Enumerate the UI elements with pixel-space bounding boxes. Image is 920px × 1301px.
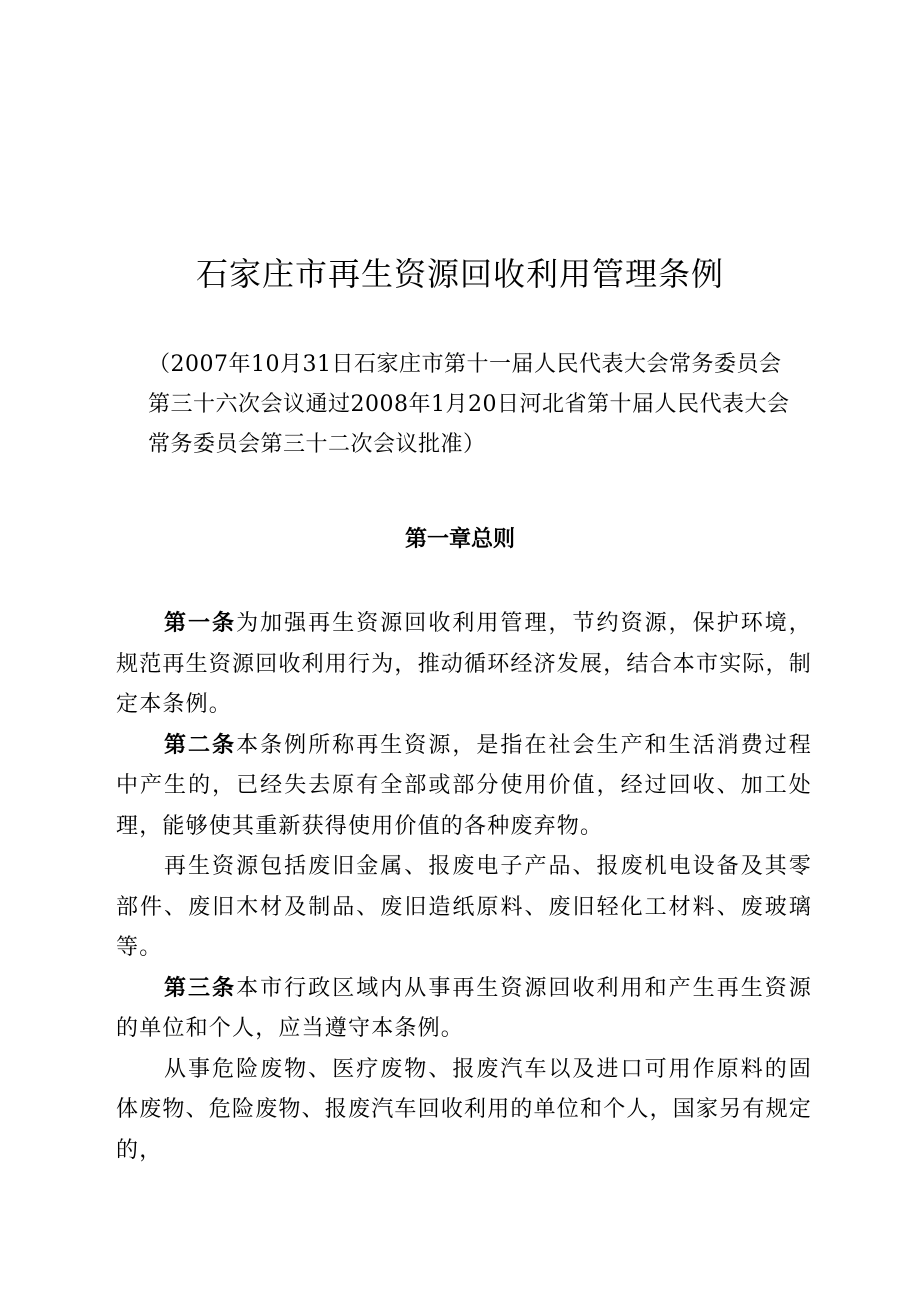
article-text: 再生资源包括废旧金属、报废电子产品、报废机电设备及其零部件、废旧木材及制品、废旧造纸原料、废旧轻化工材料、废玻璃等。 [116,854,812,960]
article-paragraph [116,847,812,969]
chapter-heading: 第一章总则 [404,527,515,552]
document-body [116,604,812,1171]
subtitle-line: （2007年10月31日石家庄市第十一届人民代表大会常务委员会 [148,352,782,377]
article-text: 为加强再生资源回收利用管理，节约资源，保护环境，规范再生资源回收利用行为，推动循环经济发展，结合本市实际，制定本条例。 [116,611,813,717]
article-paragraph [116,604,812,726]
article-label: 第三条 [164,975,237,1001]
document-subtitle [148,345,813,465]
article-text: 从事危险废物、医疗废物、报废汽车以及进口可用作原料的固体废物、危险废物、报废汽车回收利用的单位和个人，国家另有规定的， [116,1056,813,1163]
article-text: 本条例所称再生资源，是指在社会生产和生活消费过程中产生的，已经失去原有全部或部分使用价值，经过回收、加工处理，能够使其重新获得使用价值的各种废弃物。 [116,732,812,839]
subtitle-line: 第三十六次会议通过2008年1月20日河北省第十届人民代表大会 [148,392,790,417]
article-paragraph [116,726,812,848]
article-label: 第一条 [164,611,237,636]
article-paragraph [116,1050,812,1172]
subtitle-line: 常务委员会第三十二次会议批准） [148,432,486,457]
article-paragraph [116,969,812,1050]
article-label: 第二条 [164,732,237,758]
document-title: 石家庄市再生资源回收利用管理条例 [195,255,724,293]
article-text: 本市行政区域内从事再生资源回收利用和产生再生资源的单位和个人，应当遵守本条例。 [116,975,812,1041]
